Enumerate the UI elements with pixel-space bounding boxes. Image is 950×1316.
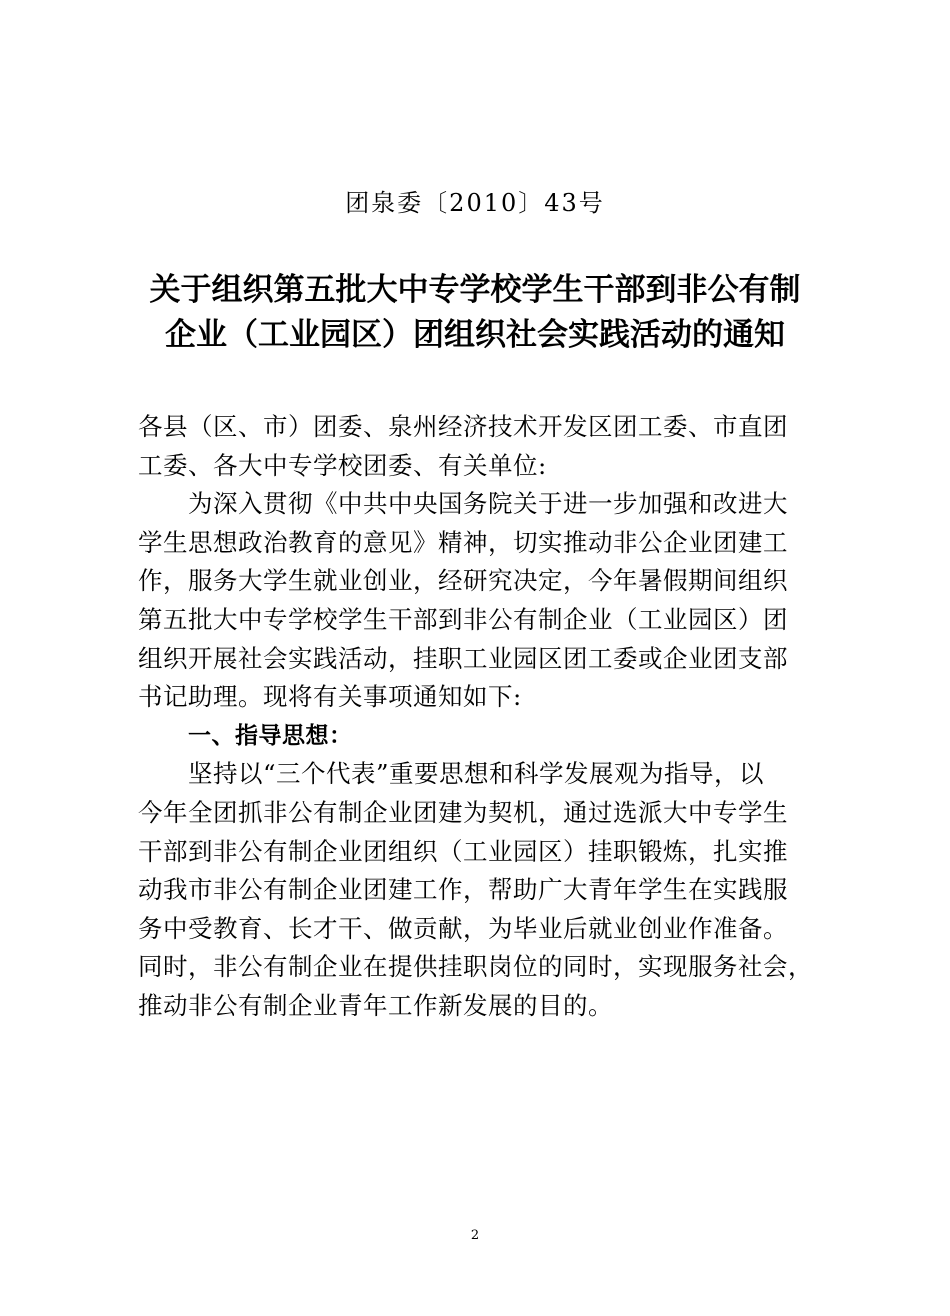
intro-line: 作，服务大学生就业创业，经研究决定，今年暑假期间组织 <box>138 566 788 596</box>
intro-line: 书记助理。现将有关事项通知如下: <box>138 682 522 712</box>
recipient-line: 工委、各大中专学校团委、有关单位: <box>138 450 547 480</box>
recipient-line: 各县（区、市）团委、泉州经济技术开发区团工委、市直团 <box>138 412 788 441</box>
section-line: 今年全团抓非公有制企业团建为契机，通过选派大中专学生 <box>138 797 788 827</box>
page-number: 2 <box>470 1228 480 1243</box>
section-heading: 一、指导思想： <box>188 722 353 749</box>
title-line: 关于组织第五批大中专学校学生干部到非公有制 <box>149 272 801 308</box>
document-number: 团泉委〔2010〕43号 <box>345 189 605 217</box>
section-line: 动我市非公有制企业团建工作，帮助广大青年学生在实践服 <box>138 875 788 905</box>
section-line: 坚持以“三个代表”重要思想和科学发展观为指导，以 <box>188 759 765 789</box>
section-line: 同时，非公有制企业在提供挂职岗位的同时，实现服务社会， <box>138 952 813 982</box>
intro-line: 为深入贯彻《中共中央国务院关于进一步加强和改进大 <box>188 489 788 519</box>
section-line: 推动非公有制企业青年工作新发展的目的。 <box>138 990 613 1020</box>
document-body <box>138 408 838 1026</box>
document-title <box>60 268 890 358</box>
section-line: 干部到非公有制企业团组织（工业园区）挂职锻炼，扎实推 <box>138 836 788 866</box>
intro-line: 第五批大中专学校学生干部到非公有制企业（工业园区）团 <box>138 604 788 634</box>
title-line: 企业（工业园区）团组织社会实践活动的通知 <box>165 317 785 353</box>
intro-line: 学生思想政治教育的意见》精神，切实推动非公企业团建工 <box>138 527 788 557</box>
section-line: 务中受教育、长才干、做贡献，为毕业后就业创业作准备。 <box>138 913 788 943</box>
intro-line: 组织开展社会实践活动，挂职工业园区团工委或企业团支部 <box>138 643 788 673</box>
